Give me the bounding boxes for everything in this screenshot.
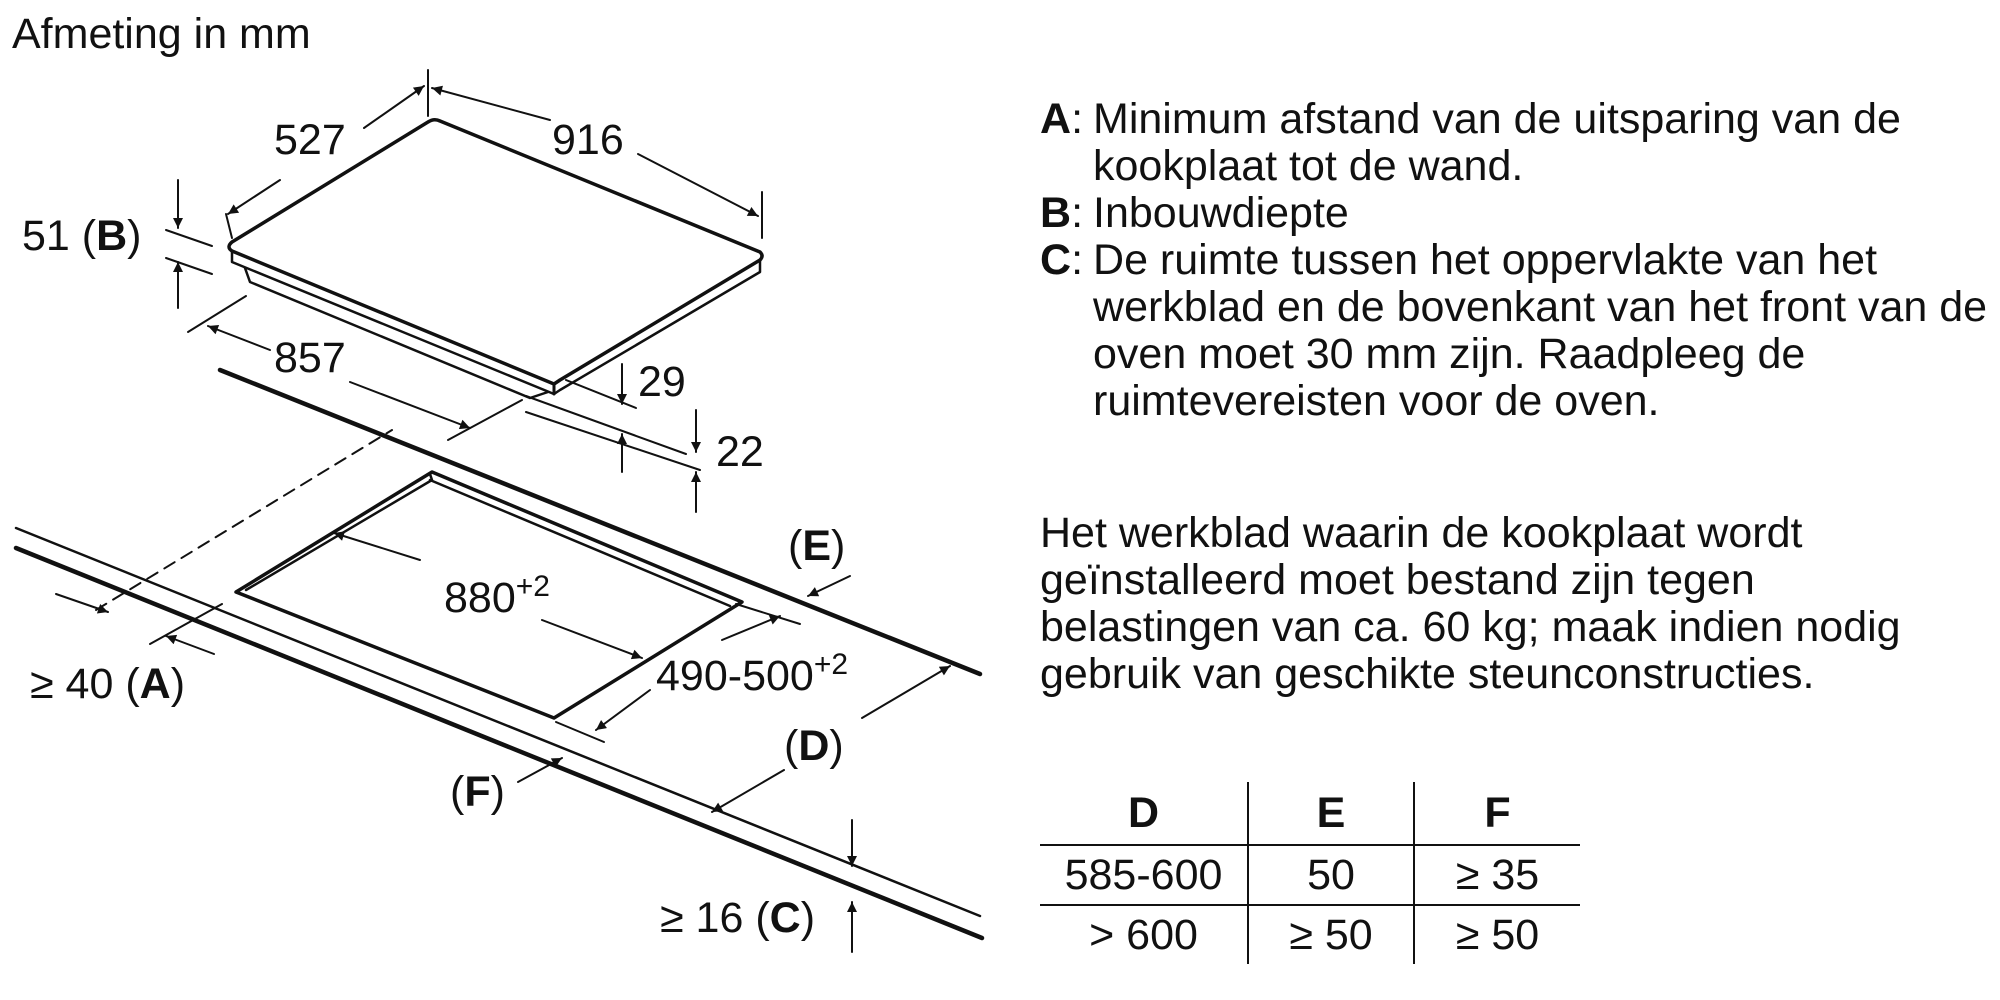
svg-text:51 (B) [22,212,142,260]
min-16-close: ) [800,894,816,942]
dim-490-tol: +2 [813,648,849,681]
table-header-row [1040,782,1580,845]
table-row [1040,845,1580,905]
legend-item-a [1040,96,1990,190]
dim-880-label: 880 [444,574,516,622]
legend-text: De ruimte tussen het oppervlakte van het werkblad en de bovenkant van het front van de oven moet 30 mm zijn. Raadpleeg de ruimtevereisten voor de oven. [1093,236,1988,425]
table-cell: ≥ 50 [1414,905,1580,964]
label-e-open: ( [788,522,803,570]
table-header-e: E [1248,782,1414,845]
legend-key: C [1040,236,1072,284]
min-16-value: ≥ 16 ( [660,894,770,942]
legend-text: Inbouwdiepte [1093,189,1349,237]
min-16-key: C [769,894,801,942]
svg-text:(D) [784,722,844,770]
dim-29-22 [526,358,764,512]
dim-857-label: 857 [274,334,346,382]
legend-item-c [1040,237,1990,425]
dim-51-value: 51 ( [22,212,97,260]
dim-880-tol: +2 [515,570,550,603]
svg-text:≥ 40 (A) [30,660,185,708]
svg-text:≥ 16 (C) [660,894,815,942]
dim-916-label: 916 [552,116,624,164]
label-d-key: D [798,722,830,770]
svg-text:(F) [450,768,505,816]
label-d-close: ) [829,722,844,770]
label-e [788,522,850,596]
dim-22-label: 22 [716,428,764,476]
label-f-close: ) [490,768,505,816]
worktop-load-note: Het werkblad waarin de kookplaat wordt geïnstalleerd moet bestand zijn tegen belastingen van ca. 60 kg; maak indien nodig gebruik van geschikte steunconstructies. [1040,509,1901,698]
label-e-close: ) [831,522,846,570]
dim-min-16-c [660,820,852,952]
label-f-key: F [464,768,491,816]
table-header-d: D [1127,788,1160,837]
dim-51-key: B [96,212,128,260]
table-cell: > 600 [1040,905,1248,964]
min-40-close: ) [170,660,186,708]
dim-857 [188,296,522,440]
legend-colon: : [1071,95,1084,143]
legend [1040,96,1990,425]
table-cell: ≥ 50 [1248,905,1414,964]
legend-key: A [1040,95,1072,143]
clearance-table [1040,782,1580,964]
dim-min-40-a [30,594,222,708]
diagram-title: Afmeting in mm [12,10,311,58]
legend-colon: : [1071,189,1084,237]
dim-527 [226,70,428,238]
dim-51-b [22,180,212,308]
table-cell: 50 [1248,845,1414,905]
svg-text:490-500+2 [656,648,848,700]
table-cell: ≥ 35 [1414,845,1580,905]
label-d-open: ( [784,722,799,770]
dim-527-label: 527 [274,116,346,164]
legend-text: Minimum afstand van de uitsparing van de kookplaat tot de wand. [1093,95,1901,190]
dim-29-label: 29 [638,358,686,406]
min-40-value: ≥ 40 ( [30,660,140,708]
table-row [1040,905,1580,964]
legend-key: B [1040,189,1072,237]
min-40-key: A [139,660,171,708]
legend-colon: : [1071,236,1084,284]
svg-text:(E) [788,522,845,570]
legend-item-b [1040,190,1990,237]
dim-880 [334,533,642,658]
table-header-f: F [1414,782,1580,845]
table-cell: 585-600 [1040,845,1248,905]
dim-490-label: 490-500 [656,652,814,700]
label-f [450,758,562,816]
dim-916 [432,88,762,238]
label-f-open: ( [450,768,465,816]
label-e-key: E [802,522,832,570]
dim-51-close: ) [127,212,142,260]
svg-text:880+2 [444,570,550,622]
